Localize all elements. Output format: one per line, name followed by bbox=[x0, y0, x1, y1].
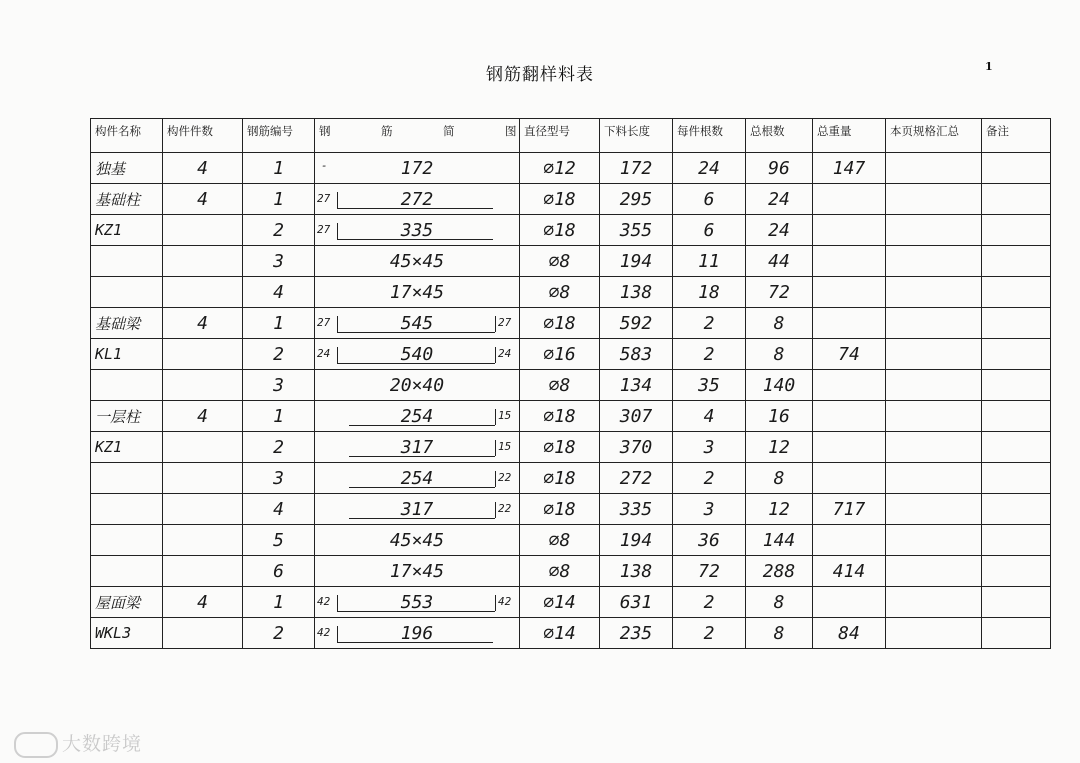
total-bars-cell: 12 bbox=[746, 432, 813, 463]
remarks-cell bbox=[982, 153, 1051, 184]
bars-per-member-cell: 6 bbox=[673, 215, 746, 246]
sketch-length-label: 196 bbox=[400, 623, 434, 644]
remarks-cell bbox=[982, 277, 1051, 308]
member-count-cell bbox=[163, 246, 243, 277]
sketch-right-leg-label: 22 bbox=[498, 471, 512, 484]
remarks-cell bbox=[982, 587, 1051, 618]
bar-number-cell: 2 bbox=[243, 215, 315, 246]
bar-number-cell: 3 bbox=[243, 370, 315, 401]
total-weight-cell bbox=[813, 184, 886, 215]
member-count-cell bbox=[163, 277, 243, 308]
total-weight-cell bbox=[813, 401, 886, 432]
table-row bbox=[91, 525, 1051, 556]
table-row bbox=[91, 184, 1051, 215]
sketch-left-hook bbox=[337, 347, 338, 363]
bars-per-member-cell: 3 bbox=[673, 494, 746, 525]
cut-length-cell: 307 bbox=[600, 401, 673, 432]
diameter-cell: ⌀8 bbox=[520, 525, 600, 556]
total-bars-cell: 8 bbox=[746, 463, 813, 494]
bars-per-member-cell: 35 bbox=[673, 370, 746, 401]
cut-length-cell: 134 bbox=[600, 370, 673, 401]
member-count-cell: 4 bbox=[163, 587, 243, 618]
bar-number-cell: 2 bbox=[243, 432, 315, 463]
header-bar-number: 钢筋编号 bbox=[243, 119, 315, 153]
sketch-left-leg-label: 27 bbox=[317, 223, 331, 236]
bar-sketch-cell bbox=[315, 339, 520, 370]
page-summary-cell bbox=[886, 587, 982, 618]
cut-length-cell: 235 bbox=[600, 618, 673, 649]
total-weight-cell bbox=[813, 587, 886, 618]
table-row bbox=[91, 432, 1051, 463]
sketch-length-label: 172 bbox=[400, 158, 434, 179]
page-summary-cell bbox=[886, 339, 982, 370]
sketch-right-hook bbox=[495, 440, 496, 456]
sketch-lead-mark: - bbox=[321, 159, 328, 172]
sketch-bar-line bbox=[349, 518, 495, 519]
sketch-right-leg-label: 27 bbox=[498, 316, 512, 329]
total-bars-cell: 24 bbox=[746, 184, 813, 215]
member-name-cell: KL1 bbox=[91, 339, 163, 370]
member-count-cell bbox=[163, 215, 243, 246]
header-member-name: 构件名称 bbox=[91, 119, 163, 153]
sketch-length-label: 317 bbox=[400, 437, 434, 458]
member-count-cell: 4 bbox=[163, 153, 243, 184]
bar-sketch-cell bbox=[315, 463, 520, 494]
rebar-schedule-table bbox=[90, 118, 1051, 649]
member-count-cell bbox=[163, 370, 243, 401]
bars-per-member-cell: 2 bbox=[673, 587, 746, 618]
sketch-left-hook bbox=[337, 316, 338, 332]
bars-per-member-cell: 72 bbox=[673, 556, 746, 587]
total-weight-cell bbox=[813, 463, 886, 494]
total-weight-cell: 84 bbox=[813, 618, 886, 649]
cut-length-cell: 138 bbox=[600, 556, 673, 587]
page-summary-cell bbox=[886, 463, 982, 494]
sketch-length-label: 540 bbox=[400, 344, 434, 365]
watermark-text: 大数跨境 bbox=[62, 733, 143, 755]
cut-length-cell: 631 bbox=[600, 587, 673, 618]
remarks-cell bbox=[982, 463, 1051, 494]
header-page-summary: 本页规格汇总 bbox=[886, 119, 982, 153]
diameter-cell: ⌀8 bbox=[520, 556, 600, 587]
bar-number-cell: 1 bbox=[243, 587, 315, 618]
member-count-cell: 4 bbox=[163, 184, 243, 215]
total-weight-cell: 147 bbox=[813, 153, 886, 184]
cut-length-cell: 583 bbox=[600, 339, 673, 370]
bars-per-member-cell: 3 bbox=[673, 432, 746, 463]
sketch-right-hook bbox=[495, 502, 496, 518]
remarks-cell bbox=[982, 525, 1051, 556]
sketch-right-leg-label: 15 bbox=[498, 440, 512, 453]
member-name-cell: KZ1 bbox=[91, 215, 163, 246]
bar-sketch-cell bbox=[315, 246, 520, 277]
table-row bbox=[91, 308, 1051, 339]
total-bars-cell: 8 bbox=[746, 618, 813, 649]
bar-number-cell: 4 bbox=[243, 277, 315, 308]
member-count-cell bbox=[163, 556, 243, 587]
diameter-cell: ⌀18 bbox=[520, 463, 600, 494]
page-summary-cell bbox=[886, 153, 982, 184]
remarks-cell bbox=[982, 556, 1051, 587]
cut-length-cell: 138 bbox=[600, 277, 673, 308]
total-weight-cell bbox=[813, 432, 886, 463]
total-bars-cell: 288 bbox=[746, 556, 813, 587]
sketch-right-hook bbox=[495, 471, 496, 487]
table-row bbox=[91, 556, 1051, 587]
bar-sketch-cell bbox=[315, 215, 520, 246]
total-bars-cell: 44 bbox=[746, 246, 813, 277]
table-row bbox=[91, 494, 1051, 525]
bar-sketch-cell bbox=[315, 618, 520, 649]
bar-sketch-cell bbox=[315, 277, 520, 308]
bar-number-cell: 3 bbox=[243, 246, 315, 277]
bar-sketch-cell bbox=[315, 432, 520, 463]
remarks-cell bbox=[982, 215, 1051, 246]
total-weight-cell: 74 bbox=[813, 339, 886, 370]
member-name-cell: WKL3 bbox=[91, 618, 163, 649]
table-row bbox=[91, 587, 1051, 618]
cut-length-cell: 370 bbox=[600, 432, 673, 463]
total-weight-cell bbox=[813, 277, 886, 308]
bar-sketch-cell bbox=[315, 184, 520, 215]
header-sketch-char: 简 bbox=[443, 124, 455, 138]
header-sketch-char: 筋 bbox=[381, 124, 393, 138]
total-weight-cell: 717 bbox=[813, 494, 886, 525]
cut-length-cell: 295 bbox=[600, 184, 673, 215]
sketch-right-hook bbox=[495, 409, 496, 425]
member-count-cell bbox=[163, 463, 243, 494]
header-bars-per-member: 每件根数 bbox=[673, 119, 746, 153]
total-bars-cell: 24 bbox=[746, 215, 813, 246]
cut-length-cell: 592 bbox=[600, 308, 673, 339]
member-name-cell bbox=[91, 370, 163, 401]
header-diameter: 直径型号 bbox=[520, 119, 600, 153]
sketch-right-hook bbox=[495, 347, 496, 363]
bars-per-member-cell: 2 bbox=[673, 308, 746, 339]
diameter-cell: ⌀18 bbox=[520, 432, 600, 463]
table-row bbox=[91, 339, 1051, 370]
diameter-cell: ⌀18 bbox=[520, 184, 600, 215]
diameter-cell: ⌀16 bbox=[520, 339, 600, 370]
diameter-cell: ⌀12 bbox=[520, 153, 600, 184]
header-row bbox=[91, 119, 1051, 153]
total-bars-cell: 16 bbox=[746, 401, 813, 432]
page-number: 1 bbox=[985, 60, 993, 73]
cut-length-cell: 172 bbox=[600, 153, 673, 184]
table-row bbox=[91, 463, 1051, 494]
header-member-count: 构件件数 bbox=[163, 119, 243, 153]
member-name-cell: 独基 bbox=[91, 153, 163, 184]
table-row bbox=[91, 618, 1051, 649]
total-weight-cell bbox=[813, 246, 886, 277]
member-name-cell: 基础柱 bbox=[91, 184, 163, 215]
sketch-right-leg-label: 24 bbox=[498, 347, 512, 360]
bars-per-member-cell: 2 bbox=[673, 339, 746, 370]
total-weight-cell bbox=[813, 370, 886, 401]
total-weight-cell bbox=[813, 525, 886, 556]
total-bars-cell: 8 bbox=[746, 308, 813, 339]
header-sketch-char: 图 bbox=[505, 124, 517, 138]
sketch-length-label: 17×45 bbox=[389, 282, 445, 303]
sketch-left-leg-label: 42 bbox=[317, 626, 331, 639]
member-name-cell bbox=[91, 463, 163, 494]
remarks-cell bbox=[982, 184, 1051, 215]
sketch-bar-line bbox=[337, 239, 493, 240]
bars-per-member-cell: 18 bbox=[673, 277, 746, 308]
page-summary-cell bbox=[886, 246, 982, 277]
diameter-cell: ⌀18 bbox=[520, 494, 600, 525]
remarks-cell bbox=[982, 308, 1051, 339]
page-title: 钢筋翻样料表 bbox=[486, 65, 594, 85]
sketch-bar-line bbox=[337, 332, 495, 333]
member-name-cell: 基础梁 bbox=[91, 308, 163, 339]
sketch-length-label: 272 bbox=[400, 189, 434, 210]
cut-length-cell: 272 bbox=[600, 463, 673, 494]
sketch-left-hook bbox=[337, 192, 338, 208]
bar-number-cell: 4 bbox=[243, 494, 315, 525]
remarks-cell bbox=[982, 339, 1051, 370]
member-name-cell: KZ1 bbox=[91, 432, 163, 463]
sketch-bar-line bbox=[349, 487, 495, 488]
diameter-cell: ⌀18 bbox=[520, 215, 600, 246]
page-summary-cell bbox=[886, 401, 982, 432]
sketch-length-label: 20×40 bbox=[389, 375, 445, 396]
sketch-length-label: 45×45 bbox=[389, 530, 445, 551]
sketch-length-label: 254 bbox=[400, 406, 434, 427]
bar-sketch-cell bbox=[315, 525, 520, 556]
total-bars-cell: 8 bbox=[746, 339, 813, 370]
header-bar-sketch bbox=[315, 119, 520, 153]
bars-per-member-cell: 11 bbox=[673, 246, 746, 277]
sketch-length-label: 335 bbox=[400, 220, 434, 241]
page-summary-cell bbox=[886, 277, 982, 308]
bar-sketch-cell bbox=[315, 370, 520, 401]
member-count-cell bbox=[163, 494, 243, 525]
page-summary-cell bbox=[886, 432, 982, 463]
cut-length-cell: 355 bbox=[600, 215, 673, 246]
sketch-left-hook bbox=[337, 626, 338, 642]
sketch-bar-line bbox=[337, 642, 493, 643]
header-remarks: 备注 bbox=[982, 119, 1051, 153]
sketch-length-label: 317 bbox=[400, 499, 434, 520]
member-count-cell bbox=[163, 618, 243, 649]
sketch-right-leg-label: 22 bbox=[498, 502, 512, 515]
sketch-left-leg-label: 27 bbox=[317, 316, 331, 329]
bar-number-cell: 1 bbox=[243, 308, 315, 339]
sketch-length-label: 254 bbox=[400, 468, 434, 489]
table-row bbox=[91, 215, 1051, 246]
diameter-cell: ⌀14 bbox=[520, 587, 600, 618]
total-bars-cell: 96 bbox=[746, 153, 813, 184]
bar-sketch-cell bbox=[315, 153, 520, 184]
bars-per-member-cell: 2 bbox=[673, 618, 746, 649]
diameter-cell: ⌀8 bbox=[520, 277, 600, 308]
bars-per-member-cell: 4 bbox=[673, 401, 746, 432]
table-row bbox=[91, 246, 1051, 277]
bar-sketch-cell bbox=[315, 494, 520, 525]
bar-number-cell: 3 bbox=[243, 463, 315, 494]
total-weight-cell: 414 bbox=[813, 556, 886, 587]
table-row bbox=[91, 153, 1051, 184]
remarks-cell bbox=[982, 370, 1051, 401]
member-count-cell bbox=[163, 432, 243, 463]
watermark bbox=[14, 729, 142, 758]
sketch-bar-line bbox=[337, 208, 493, 209]
total-bars-cell: 72 bbox=[746, 277, 813, 308]
remarks-cell bbox=[982, 494, 1051, 525]
sketch-right-hook bbox=[495, 595, 496, 611]
sketch-length-label: 553 bbox=[400, 592, 434, 613]
header-cut-length: 下料长度 bbox=[600, 119, 673, 153]
header-sketch-char: 钢 bbox=[319, 124, 331, 138]
sketch-left-hook bbox=[337, 595, 338, 611]
remarks-cell bbox=[982, 401, 1051, 432]
total-bars-cell: 144 bbox=[746, 525, 813, 556]
total-weight-cell bbox=[813, 308, 886, 339]
bars-per-member-cell: 24 bbox=[673, 153, 746, 184]
bar-number-cell: 1 bbox=[243, 153, 315, 184]
sketch-length-label: 45×45 bbox=[389, 251, 445, 272]
remarks-cell bbox=[982, 432, 1051, 463]
bar-number-cell: 6 bbox=[243, 556, 315, 587]
bar-sketch-cell bbox=[315, 308, 520, 339]
page-summary-cell bbox=[886, 215, 982, 246]
bar-number-cell: 5 bbox=[243, 525, 315, 556]
member-name-cell: 一层柱 bbox=[91, 401, 163, 432]
member-name-cell bbox=[91, 556, 163, 587]
bar-number-cell: 2 bbox=[243, 339, 315, 370]
table-row bbox=[91, 401, 1051, 432]
sketch-bar-line bbox=[349, 456, 495, 457]
total-bars-cell: 140 bbox=[746, 370, 813, 401]
diameter-cell: ⌀8 bbox=[520, 370, 600, 401]
diameter-cell: ⌀18 bbox=[520, 308, 600, 339]
member-count-cell: 4 bbox=[163, 308, 243, 339]
table-row bbox=[91, 370, 1051, 401]
total-bars-cell: 12 bbox=[746, 494, 813, 525]
member-count-cell bbox=[163, 339, 243, 370]
sketch-left-leg-label: 27 bbox=[317, 192, 331, 205]
sketch-bar-line bbox=[337, 363, 495, 364]
total-bars-cell: 8 bbox=[746, 587, 813, 618]
page-summary-cell bbox=[886, 556, 982, 587]
bars-per-member-cell: 36 bbox=[673, 525, 746, 556]
member-name-cell bbox=[91, 525, 163, 556]
sketch-length-label: 545 bbox=[400, 313, 434, 334]
bar-number-cell: 1 bbox=[243, 401, 315, 432]
diameter-cell: ⌀8 bbox=[520, 246, 600, 277]
watermark-logo-icon bbox=[14, 732, 58, 758]
sketch-bar-line bbox=[349, 425, 495, 426]
member-name-cell bbox=[91, 277, 163, 308]
bars-per-member-cell: 2 bbox=[673, 463, 746, 494]
member-name-cell bbox=[91, 494, 163, 525]
cut-length-cell: 194 bbox=[600, 525, 673, 556]
sketch-left-leg-label: 24 bbox=[317, 347, 331, 360]
bar-sketch-cell bbox=[315, 556, 520, 587]
remarks-cell bbox=[982, 246, 1051, 277]
sketch-right-leg-label: 42 bbox=[498, 595, 512, 608]
page-summary-cell bbox=[886, 494, 982, 525]
total-weight-cell bbox=[813, 215, 886, 246]
table-row bbox=[91, 277, 1051, 308]
page-summary-cell bbox=[886, 525, 982, 556]
sketch-left-hook bbox=[337, 223, 338, 239]
header-total-bars: 总根数 bbox=[746, 119, 813, 153]
page-summary-cell bbox=[886, 308, 982, 339]
member-name-cell: 屋面梁 bbox=[91, 587, 163, 618]
bar-sketch-cell bbox=[315, 401, 520, 432]
page-summary-cell bbox=[886, 184, 982, 215]
sketch-length-label: 17×45 bbox=[389, 561, 445, 582]
cut-length-cell: 335 bbox=[600, 494, 673, 525]
bar-number-cell: 2 bbox=[243, 618, 315, 649]
diameter-cell: ⌀14 bbox=[520, 618, 600, 649]
sketch-right-hook bbox=[495, 316, 496, 332]
sketch-bar-line bbox=[337, 611, 495, 612]
header-total-weight: 总重量 bbox=[813, 119, 886, 153]
member-count-cell bbox=[163, 525, 243, 556]
sketch-right-leg-label: 15 bbox=[498, 409, 512, 422]
bars-per-member-cell: 6 bbox=[673, 184, 746, 215]
member-name-cell bbox=[91, 246, 163, 277]
cut-length-cell: 194 bbox=[600, 246, 673, 277]
diameter-cell: ⌀18 bbox=[520, 401, 600, 432]
sketch-left-leg-label: 42 bbox=[317, 595, 331, 608]
member-count-cell: 4 bbox=[163, 401, 243, 432]
remarks-cell bbox=[982, 618, 1051, 649]
bar-sketch-cell bbox=[315, 587, 520, 618]
page-summary-cell bbox=[886, 618, 982, 649]
page-summary-cell bbox=[886, 370, 982, 401]
bar-number-cell: 1 bbox=[243, 184, 315, 215]
